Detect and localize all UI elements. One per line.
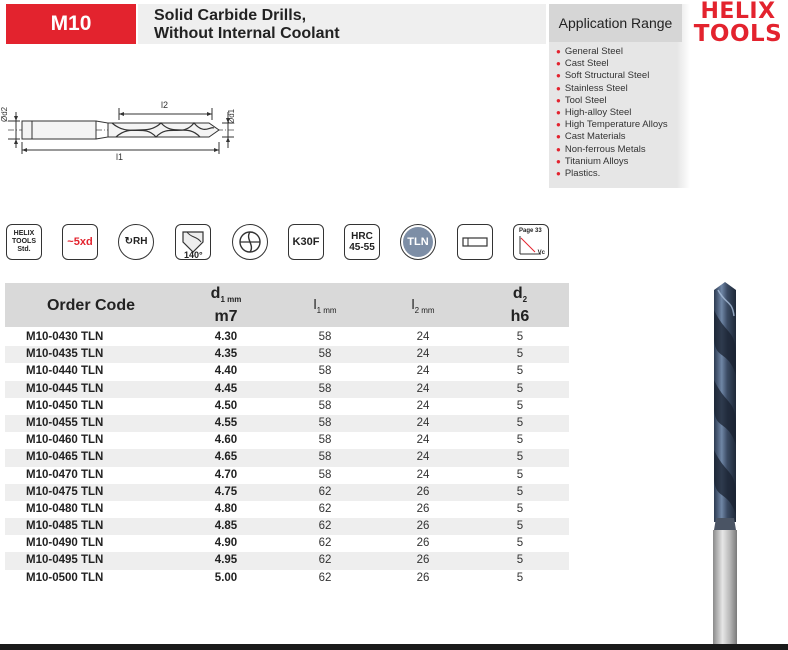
point-angle-label: 140° bbox=[184, 250, 203, 260]
d2-cell: 5 bbox=[516, 416, 524, 429]
d2-cell: 5 bbox=[516, 537, 524, 550]
bottom-bar bbox=[0, 644, 788, 650]
table-row bbox=[5, 398, 569, 415]
col-header-l2: $l_{2 mm}$ bbox=[411, 295, 435, 315]
order-code-cell: M10-0490 TLN bbox=[26, 537, 104, 550]
coating-badge: TLN bbox=[403, 227, 433, 257]
table-row bbox=[5, 449, 569, 466]
label-l1: l1 bbox=[116, 152, 124, 162]
d2-cell: 5 bbox=[516, 520, 524, 533]
order-code-cell: M10-0495 TLN bbox=[26, 554, 104, 567]
d2-cell: 5 bbox=[516, 365, 524, 378]
application-item: ● Tool Steel bbox=[556, 94, 607, 106]
application-item: ● Stainless Steel bbox=[556, 82, 628, 94]
application-item: ● Cast Materials bbox=[556, 131, 626, 143]
brand-line2: TOOLS bbox=[693, 21, 783, 47]
drill-product-image bbox=[700, 280, 750, 644]
table-row bbox=[5, 415, 569, 432]
bullet-icon: ● bbox=[556, 95, 561, 105]
col-header-order-code: Order Code bbox=[46, 296, 135, 314]
d2-cell: 5 bbox=[516, 382, 524, 395]
d2-cell: 5 bbox=[516, 502, 524, 515]
l2-cell: 24 bbox=[416, 365, 430, 378]
order-code-cell: M10-0440 TLN bbox=[26, 365, 104, 378]
bullet-icon: ● bbox=[556, 156, 561, 166]
l2-cell: 24 bbox=[416, 451, 430, 464]
application-item: ● Non-ferrous Metals bbox=[556, 143, 646, 155]
d1-cell: 4.90 bbox=[214, 537, 238, 550]
l1-cell: 58 bbox=[318, 365, 332, 378]
table-row bbox=[5, 467, 569, 484]
l2-cell: 24 bbox=[416, 348, 430, 361]
bullet-icon: ● bbox=[556, 83, 561, 93]
order-code-cell: M10-0485 TLN bbox=[26, 520, 104, 533]
l2-cell: 24 bbox=[416, 434, 430, 447]
flute-cross-section-icon bbox=[232, 224, 268, 260]
l2-cell: 24 bbox=[416, 416, 430, 429]
d1-cell: 4.70 bbox=[214, 468, 238, 481]
table-row bbox=[5, 329, 569, 346]
l1-cell: 62 bbox=[318, 554, 332, 567]
order-code-cell: M10-0435 TLN bbox=[26, 348, 104, 361]
cutting-data-vc: Vc bbox=[537, 250, 545, 256]
col-header-d1: $d_{1 mm}$ m7 bbox=[210, 284, 242, 326]
col-header-d2: $d_2$ h6 bbox=[510, 284, 530, 326]
table-row bbox=[5, 570, 569, 587]
order-code-cell: M10-0470 TLN bbox=[26, 468, 104, 481]
l2-cell: 24 bbox=[416, 468, 430, 481]
d2-cell: 5 bbox=[516, 485, 524, 498]
l2-cell: 24 bbox=[416, 399, 430, 412]
helix-std-icon: HELIX TOOLS Std. bbox=[6, 224, 42, 260]
order-code-cell: M10-0500 TLN bbox=[26, 571, 104, 584]
bullet-icon: ● bbox=[556, 132, 561, 142]
order-code-cell: M10-0455 TLN bbox=[26, 416, 104, 429]
l2-cell: 26 bbox=[416, 485, 430, 498]
application-item: ● Plastics. bbox=[556, 168, 601, 180]
l1-cell: 58 bbox=[318, 451, 332, 464]
d1-cell: 5.00 bbox=[214, 571, 238, 584]
bullet-icon: ● bbox=[556, 108, 561, 118]
shank-type-icon bbox=[457, 224, 493, 260]
l2-cell: 26 bbox=[416, 554, 430, 567]
order-code-cell: M10-0445 TLN bbox=[26, 382, 104, 395]
table-row bbox=[5, 552, 569, 569]
d2-cell: 5 bbox=[516, 331, 524, 343]
d1-cell: 4.65 bbox=[214, 451, 238, 464]
l1-cell: 58 bbox=[318, 468, 332, 481]
l1-cell: 62 bbox=[318, 520, 332, 533]
table-row bbox=[5, 501, 569, 518]
d1-cell: 4.60 bbox=[214, 434, 238, 447]
hardness-icon: HRC 45-55 bbox=[344, 224, 380, 260]
d1-cell: 4.80 bbox=[214, 502, 238, 515]
d2-cell: 5 bbox=[516, 399, 524, 412]
l1-cell: 62 bbox=[318, 537, 332, 550]
order-code-cell: M10-0430 TLN bbox=[26, 331, 104, 343]
l1-cell: 58 bbox=[318, 348, 332, 361]
l2-cell: 26 bbox=[416, 537, 430, 550]
bullet-icon: ● bbox=[556, 144, 561, 154]
carbide-grade-icon: K30F bbox=[288, 224, 324, 260]
d1-cell: 4.30 bbox=[214, 331, 238, 343]
application-item: ● High-alloy Steel bbox=[556, 107, 632, 119]
table-row bbox=[5, 381, 569, 398]
coating-icon bbox=[400, 224, 436, 260]
table-row bbox=[5, 535, 569, 552]
table-row bbox=[5, 363, 569, 380]
d2-cell: 5 bbox=[516, 554, 524, 567]
l1-cell: 58 bbox=[318, 382, 332, 395]
l1-cell: 62 bbox=[318, 485, 332, 498]
application-item: ● Cast Steel bbox=[556, 58, 609, 70]
label-d2: Ød2 bbox=[0, 106, 9, 122]
application-range-list bbox=[556, 46, 668, 180]
shank-drawing bbox=[461, 236, 489, 248]
d2-cell: 5 bbox=[516, 348, 524, 361]
l2-cell: 26 bbox=[416, 502, 430, 515]
d1-cell: 4.55 bbox=[214, 416, 238, 429]
l2-cell: 24 bbox=[416, 331, 430, 343]
d1-cell: 4.45 bbox=[214, 382, 238, 395]
helix-tools-logo bbox=[691, 1, 785, 45]
d1-cell: 4.75 bbox=[214, 485, 238, 498]
table-row bbox=[5, 484, 569, 501]
d2-cell: 5 bbox=[516, 451, 524, 464]
label-l2: l2 bbox=[161, 100, 169, 110]
l2-cell: 26 bbox=[416, 571, 430, 584]
brand-line1: HELIX bbox=[700, 0, 776, 24]
bullet-icon: ● bbox=[556, 169, 561, 179]
d1-cell: 4.85 bbox=[214, 520, 238, 533]
l1-cell: 58 bbox=[318, 434, 332, 447]
order-code-cell: M10-0475 TLN bbox=[26, 485, 104, 498]
drilling-depth-icon: ~5xd bbox=[62, 224, 98, 260]
product-title-line1: Solid Carbide Drills, bbox=[154, 7, 307, 24]
d1-cell: 4.50 bbox=[214, 399, 238, 412]
bullet-icon: ● bbox=[556, 71, 561, 81]
l2-cell: 26 bbox=[416, 520, 430, 533]
order-code-cell: M10-0450 TLN bbox=[26, 399, 104, 412]
l1-cell: 58 bbox=[318, 399, 332, 412]
l1-cell: 58 bbox=[318, 416, 332, 429]
order-code-cell: M10-0465 TLN bbox=[26, 451, 104, 464]
d1-cell: 4.95 bbox=[214, 554, 238, 567]
l2-cell: 24 bbox=[416, 382, 430, 395]
d2-cell: 5 bbox=[516, 434, 524, 447]
product-title-line2: Without Internal Coolant bbox=[154, 25, 340, 42]
d2-cell: 5 bbox=[516, 468, 524, 481]
l1-cell: 62 bbox=[318, 502, 332, 515]
bullet-icon: ● bbox=[556, 47, 561, 56]
bullet-icon: ● bbox=[556, 59, 561, 69]
col-header-l1: $l_{1 mm}$ bbox=[313, 295, 337, 315]
order-code-cell: M10-0460 TLN bbox=[26, 434, 104, 447]
table-row bbox=[5, 518, 569, 535]
d1-cell: 4.35 bbox=[214, 348, 238, 361]
application-item: ● High Temperature Alloys bbox=[556, 119, 668, 131]
application-item: ● General Steel bbox=[556, 46, 623, 57]
drill-schematic bbox=[0, 90, 239, 170]
d1-cell: 4.40 bbox=[214, 365, 238, 378]
rotation-direction-icon: ↻RH bbox=[118, 224, 154, 260]
order-table-body bbox=[5, 329, 569, 587]
bullet-icon: ● bbox=[556, 120, 561, 130]
order-code-cell: M10-0480 TLN bbox=[26, 502, 104, 515]
series-badge: M10 bbox=[6, 4, 136, 44]
application-item: ● Titanium Alloys bbox=[556, 155, 629, 167]
application-range-title: Application Range bbox=[549, 4, 682, 42]
l1-cell: 58 bbox=[318, 331, 332, 343]
label-d1: Ød1 bbox=[227, 108, 236, 124]
flute-section-drawing bbox=[237, 229, 263, 255]
cutting-data-icon[interactable] bbox=[513, 224, 549, 260]
table-row bbox=[5, 346, 569, 363]
cutting-data-page: Page 33 bbox=[519, 228, 542, 234]
d2-cell: 5 bbox=[516, 571, 524, 584]
l1-cell: 62 bbox=[318, 571, 332, 584]
application-item: ● Soft Structural Steel bbox=[556, 70, 650, 82]
table-row bbox=[5, 432, 569, 449]
